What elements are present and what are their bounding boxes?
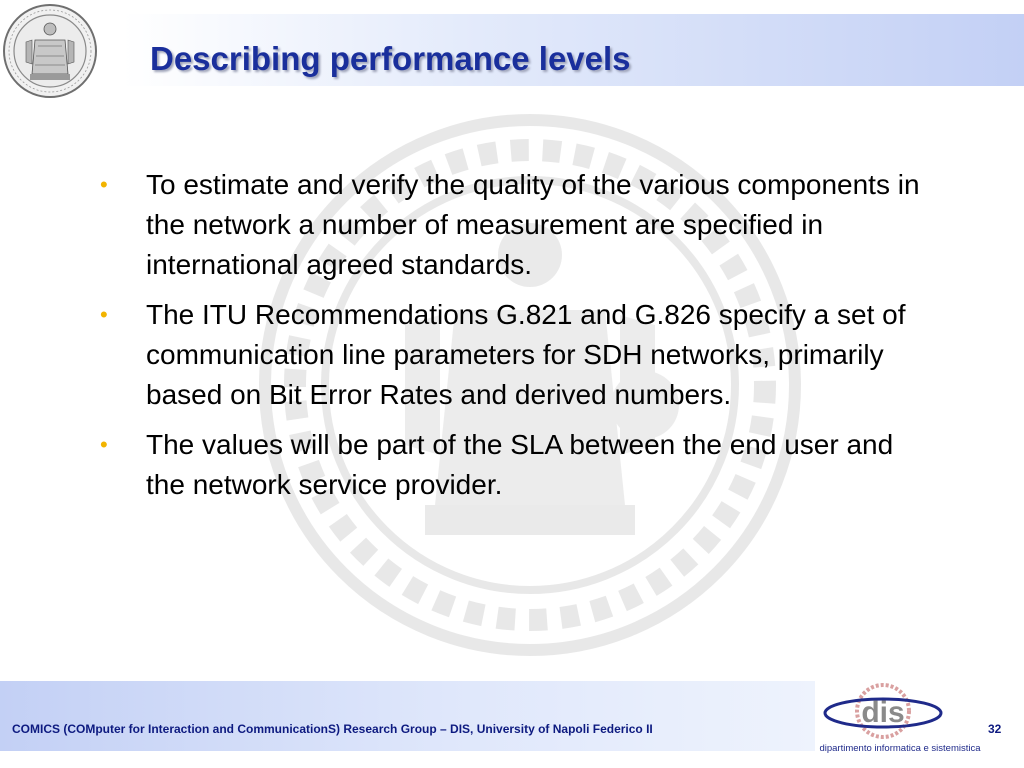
bullet-list [100,165,930,515]
page-number: 32 [988,722,1002,736]
bullet-text: To estimate and verify the quality of the various components in the network a number of measurement are specified in international agreed standards. [146,169,920,280]
bullet-item [100,295,930,415]
bullet-text: The ITU Recommendations G.821 and G.826 specify a set of communication line parameters for SDH networks, primarily based on Bit Error Rates and derived numbers. [146,299,906,410]
bullet-text: The values will be part of the SLA between the end user and the network service provider. [146,429,894,500]
dis-logo-caption: dipartimento informatica e sistemistica [819,743,981,754]
footer-band [0,681,815,751]
slide-title: Describing performance levels [150,40,631,77]
footer-text: COMICS (COMputer for Interaction and CommunicationS) Research Group – DIS, University of Napoli Federico II [12,722,653,736]
university-seal-icon [2,2,98,100]
bullet-dot-icon: • [100,302,108,327]
bullet-dot-icon: • [100,432,108,457]
bullet-item [100,425,930,505]
bullet-dot-icon: • [100,172,108,197]
bullet-item [100,165,930,285]
dis-logo-icon [815,681,985,759]
dis-logo-text: dis [861,696,905,729]
